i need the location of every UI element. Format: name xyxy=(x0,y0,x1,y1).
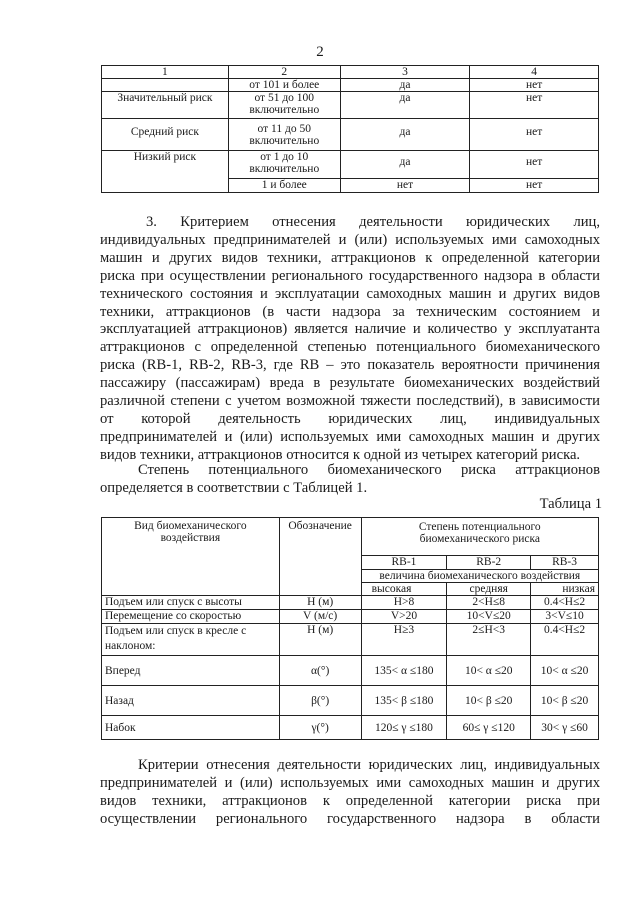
row-rb3: 3<V≤10 xyxy=(531,610,599,624)
row-rb3: 10< β ≤20 xyxy=(531,686,599,716)
range-cell: от 1 до 10 включительно xyxy=(228,151,340,179)
table-row xyxy=(102,179,599,193)
row-rb3: 0.4<H≤2 xyxy=(531,596,599,610)
risk-name-cell xyxy=(102,79,229,92)
row-rb1: V>20 xyxy=(361,610,447,624)
row-name: Назад xyxy=(102,686,280,716)
header-level-low: низкая xyxy=(531,583,599,596)
range-cell: от 51 до 100 включительно xyxy=(228,92,340,119)
paragraph-3 xyxy=(100,214,600,465)
table-row xyxy=(102,610,599,624)
row-symbol: α(°) xyxy=(279,656,361,686)
row-rb2: 60≤ γ ≤120 xyxy=(447,716,531,740)
table-row xyxy=(102,151,599,179)
range-cell: от 101 и более xyxy=(228,79,340,92)
value-cell: нет xyxy=(470,179,599,193)
text-line: различной степени с учетом возможной тяжести последствий), в зависимости xyxy=(100,393,600,410)
header-rb2: RB-2 xyxy=(447,556,531,570)
text-line: Степень потенциального биомеханического риска аттракционов xyxy=(138,462,600,478)
table-row xyxy=(102,79,599,92)
value-cell: нет xyxy=(470,92,599,119)
row-symbol: V (м/с) xyxy=(279,610,361,624)
text-line: индивидуальных предпринимателей и (или) используемых ими самоходных xyxy=(100,231,600,248)
header-cell: 1 xyxy=(102,66,229,79)
table-row xyxy=(102,624,599,656)
page-number: 2 xyxy=(316,44,324,60)
value-cell: нет xyxy=(470,119,599,151)
text-line: определяется в соответствии с Таблицей 1. xyxy=(100,479,368,496)
row-name: Вперед xyxy=(102,656,280,686)
row-rb1: 135< α ≤180 xyxy=(361,656,447,686)
text-line: осуществлении регионального государственного надзора в области xyxy=(100,810,600,827)
header-level-medium: средняя xyxy=(447,583,531,596)
text-line: технического состояния и эксплуатации самоходных машин и других видов xyxy=(100,285,600,302)
text-line: предпринимателей и (или) используемых ими самоходных машин и других xyxy=(100,428,600,445)
row-name: Подъем или спуск с высоты xyxy=(102,596,280,610)
text-line: 3. Критерием отнесения деятельности юридических лиц, xyxy=(146,214,600,230)
table-row xyxy=(102,92,599,119)
risk-name-cell: Низкий риск xyxy=(102,151,229,179)
paragraph-criteria xyxy=(100,757,600,829)
text-line: видов техники, аттракционов к определенной категории риска при xyxy=(100,792,600,809)
text-line: видов техники, аттракционов относится к одной из четырех категорий риска. xyxy=(100,446,581,463)
row-symbol: β(°) xyxy=(279,686,361,716)
row-rb1: H>8 xyxy=(361,596,447,610)
row-rb3: 0.4<H≤2 xyxy=(531,624,599,656)
value-cell: да xyxy=(340,119,470,151)
row-symbol: H (м) xyxy=(279,596,361,610)
text-line: Критерии отнесения деятельности юридических лиц, индивидуальных xyxy=(138,757,600,773)
value-cell: нет xyxy=(470,151,599,179)
header-type: Вид биомеханического воздействия xyxy=(102,518,280,596)
header-cell: 4 xyxy=(470,66,599,79)
table-header-row xyxy=(102,518,599,556)
table-row xyxy=(102,119,599,151)
row-rb2: 2≤H<3 xyxy=(447,624,531,656)
text-line: предпринимателей и (или) используемых ими самоходных машин и других xyxy=(100,774,600,791)
text-line: эксплуатацией аттракционов) является наличие и количество у эксплуатанта xyxy=(100,321,600,338)
row-name: Подъем или спуск в кресле с наклоном: xyxy=(102,624,280,656)
row-name: Перемещение со скоростью xyxy=(102,610,280,624)
range-cell: от 11 до 50 включительно xyxy=(228,119,340,151)
text-line: риска (RB-1, RB-2, RB-3, где RB – это показатель вероятности причинения xyxy=(100,357,600,374)
value-cell: нет xyxy=(470,79,599,92)
row-rb2: 2<H≤8 xyxy=(447,596,531,610)
row-rb1: H≥3 xyxy=(361,624,447,656)
header-rb1: RB-1 xyxy=(361,556,447,570)
row-symbol: H (м) xyxy=(279,624,361,656)
row-rb3: 10< α ≤20 xyxy=(531,656,599,686)
table-row xyxy=(102,686,599,716)
table-row xyxy=(102,716,599,740)
table-header-row xyxy=(102,66,599,79)
text-line: техники, аттракционов (в части надзора за техническим состоянием и xyxy=(100,303,600,320)
header-degree: Степень потенциального биомеханического риска xyxy=(361,518,598,556)
risk-name-cell: Средний риск xyxy=(102,119,229,151)
row-rb1: 135< β ≤180 xyxy=(361,686,447,716)
text-line: пассажиру (пассажирам) вреда в результате биомеханических воздействий xyxy=(100,375,600,392)
table-row xyxy=(102,656,599,686)
header-level-high: высокая xyxy=(361,583,447,596)
row-rb3: 30< γ ≤60 xyxy=(531,716,599,740)
value-cell: да xyxy=(340,151,470,179)
range-cell: 1 и более xyxy=(228,179,340,193)
row-rb1: 120≤ γ ≤180 xyxy=(361,716,447,740)
row-symbol: γ(°) xyxy=(279,716,361,740)
value-cell: да xyxy=(340,92,470,119)
text-line: аттракционов с определенной степенью потенциального биомеханического xyxy=(100,339,600,356)
risk-name-cell: Значительный риск xyxy=(102,92,229,119)
table-row xyxy=(102,596,599,610)
header-cell: 2 xyxy=(228,66,340,79)
header-symbol: Обозначение xyxy=(279,518,361,596)
risk-category-table xyxy=(101,65,599,193)
text-line: от которой деятельность юридических лиц, индивидуальных xyxy=(100,410,600,427)
row-rb2: 10< α ≤20 xyxy=(447,656,531,686)
row-rb2: 10< β ≤20 xyxy=(447,686,531,716)
header-magnitude: величина биомеханического воздействия xyxy=(361,570,598,583)
risk-name-cell xyxy=(102,179,229,193)
value-cell: да xyxy=(340,79,470,92)
biomechanical-risk-table xyxy=(101,517,599,740)
text-line: машин и других видов техники, аттракционов к определенной категории xyxy=(100,249,600,266)
header-rb3: RB-3 xyxy=(531,556,599,570)
text-line: риска при осуществлении регионального государственного надзора в области xyxy=(100,267,600,284)
table-caption: Таблица 1 xyxy=(539,496,602,512)
value-cell: нет xyxy=(340,179,470,193)
row-name: Набок xyxy=(102,716,280,740)
header-cell: 3 xyxy=(340,66,470,79)
paragraph-degree xyxy=(100,462,600,498)
row-rb2: 10<V≤20 xyxy=(447,610,531,624)
